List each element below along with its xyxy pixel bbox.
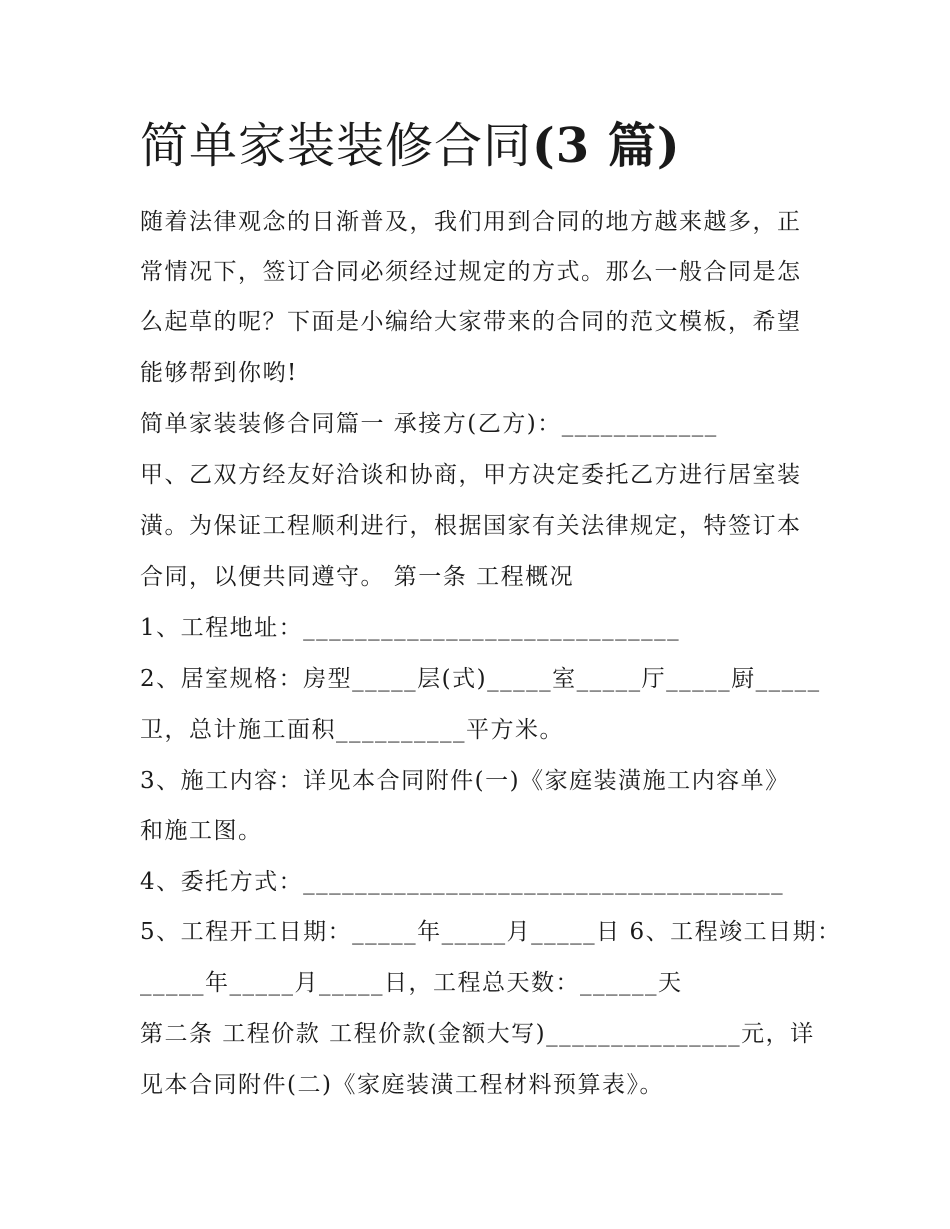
paragraph-line: 卫，总计施工面积__________平方米。 <box>140 717 564 743</box>
title-main: 简单家装装修合同 <box>140 118 533 174</box>
title-paren: (3 篇) <box>532 118 681 174</box>
paragraph-line: 和施工图。 <box>140 818 263 844</box>
paragraph-line: 潢。为保证工程顺利进行，根据国家有关法律规定，特签订本 <box>140 513 802 539</box>
paragraph-line: _____年_____月_____日，工程总天数：______天 <box>140 970 683 996</box>
paragraph-line: 能够帮到你哟! <box>140 360 298 386</box>
paragraph-line: 合同，以便共同遵守。 第一条 工程概况 <box>140 564 575 590</box>
paragraph-line: 3、施工内容：详见本合同附件(一)《家庭装潢施工内容单》 <box>140 768 790 794</box>
paragraph-line: 常情况下，签订合同必须经过规定的方式。那么一般合同是怎 <box>140 259 802 285</box>
paragraph-line: 4、委托方式：_____________________________________ <box>140 869 785 895</box>
paragraph-line: 见本合同附件(二)《家庭装潢工程材料预算表》。 <box>140 1072 664 1098</box>
paragraph-line: 5、工程开工日期：_____年_____月_____日 6、工程竣工日期： <box>140 919 842 945</box>
document-title <box>140 112 681 180</box>
paragraph-line: 简单家装装修合同篇一 承接方(乙方)：____________ <box>140 411 718 437</box>
paragraph-line: 甲、乙双方经友好洽谈和协商，甲方决定委托乙方进行居室装 <box>140 462 802 488</box>
paragraph-line: 么起草的呢？下面是小编给大家带来的合同的范文模板，希望 <box>140 309 802 335</box>
paragraph-line: 2、居室规格：房型_____层(式)_____室_____厅_____厨_____ <box>140 666 821 692</box>
paragraph-line: 1、工程地址：_____________________________ <box>140 615 681 641</box>
paragraph-line: 随着法律观念的日渐普及，我们用到合同的地方越来越多，正 <box>140 209 802 235</box>
paragraph-line: 第二条 工程价款 工程价款(金额大写)_______________元，详 <box>140 1021 815 1047</box>
